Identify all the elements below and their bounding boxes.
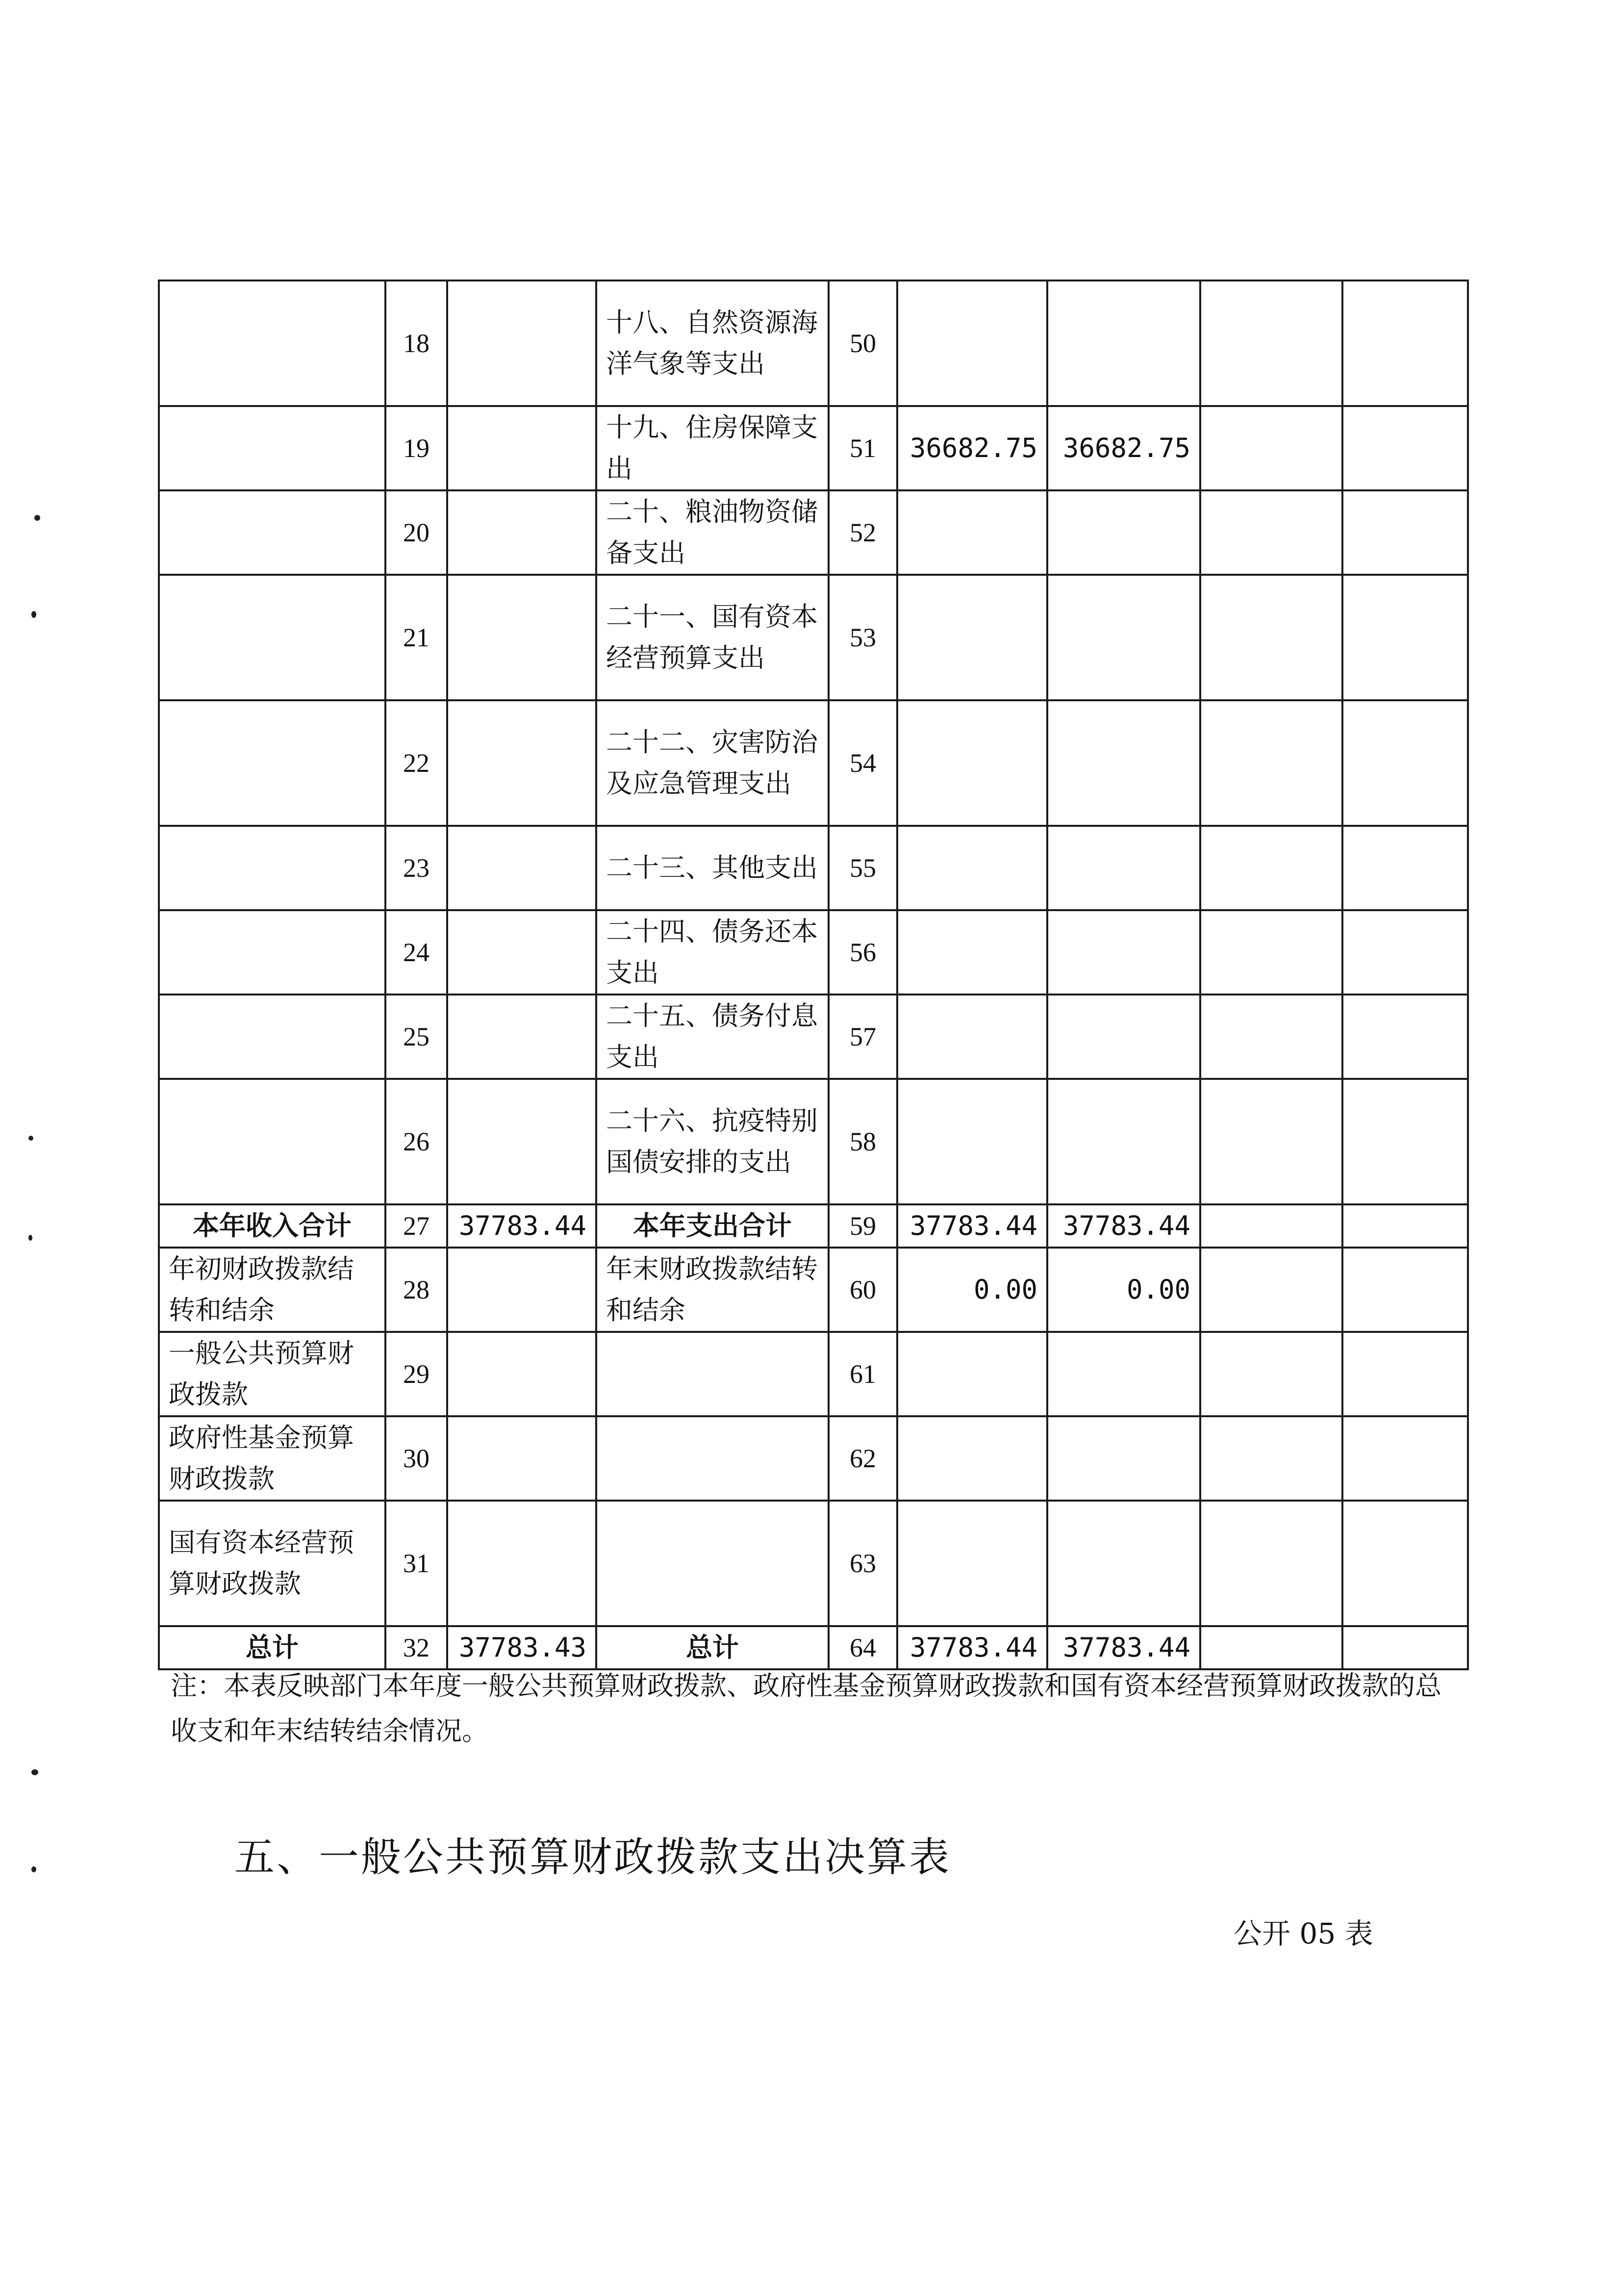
expense-total-amount xyxy=(897,700,1047,826)
expense-total-amount xyxy=(897,910,1047,995)
expense-subtotal-label: 本年支出合计 xyxy=(596,1204,829,1248)
general-budget-amount: 37783.44 xyxy=(1047,1204,1200,1248)
state-capital-amount xyxy=(1342,281,1468,406)
income-item-cell xyxy=(159,700,385,826)
income-amount xyxy=(447,1416,596,1501)
income-amount xyxy=(447,406,596,490)
general-budget-amount xyxy=(1047,1416,1200,1501)
general-budget-amount xyxy=(1047,575,1200,700)
state-capital-amount xyxy=(1342,1204,1468,1248)
government-fund-amount xyxy=(1200,575,1342,700)
expense-item-cell: 二十六、抗疫特别国债安排的支出 xyxy=(596,1079,829,1204)
table-row xyxy=(159,281,1468,406)
expense-line-number: 53 xyxy=(829,575,897,700)
expense-item-cell: 二十三、其他支出 xyxy=(596,826,829,910)
income-item-cell xyxy=(159,826,385,910)
expense-line-number: 55 xyxy=(829,826,897,910)
expense-line-number: 52 xyxy=(829,490,897,575)
income-amount xyxy=(447,1332,596,1416)
expense-line-number: 63 xyxy=(829,1501,897,1626)
table-row xyxy=(159,1332,1468,1416)
general-budget-amount xyxy=(1047,910,1200,995)
state-capital-amount xyxy=(1342,700,1468,826)
income-item-cell xyxy=(159,995,385,1079)
expense-total-amount: 37783.44 xyxy=(897,1204,1047,1248)
government-fund-amount xyxy=(1200,1626,1342,1669)
government-fund-amount xyxy=(1200,995,1342,1079)
state-capital-amount xyxy=(1342,826,1468,910)
general-budget-amount: 36682.75 xyxy=(1047,406,1200,490)
expense-line-number: 64 xyxy=(829,1626,897,1669)
income-amount xyxy=(447,910,596,995)
government-fund-amount xyxy=(1200,1332,1342,1416)
expense-total-amount xyxy=(897,490,1047,575)
income-item-cell: 政府性基金预算财政拨款 xyxy=(159,1416,385,1501)
government-fund-amount xyxy=(1200,1416,1342,1501)
table-row xyxy=(159,1416,1468,1501)
government-fund-amount xyxy=(1200,1079,1342,1204)
general-budget-amount xyxy=(1047,1079,1200,1204)
expense-total-amount xyxy=(897,281,1047,406)
general-budget-amount xyxy=(1047,281,1200,406)
state-capital-amount xyxy=(1342,1079,1468,1204)
income-item-cell xyxy=(159,406,385,490)
expense-item-cell: 二十五、债务付息支出 xyxy=(596,995,829,1079)
income-line-number: 22 xyxy=(385,700,447,826)
government-fund-amount xyxy=(1200,406,1342,490)
table-row xyxy=(159,1079,1468,1204)
table-note: 注：本表反映部门本年度一般公共预算财政拨款、政府性基金预算财政拨款和国有资本经营预算财政拨款的总收支和年末结转结余情况。 xyxy=(171,1670,1441,1746)
income-line-number: 31 xyxy=(385,1501,447,1626)
table-row xyxy=(159,910,1468,995)
expense-line-number: 59 xyxy=(829,1204,897,1248)
income-line-number: 21 xyxy=(385,575,447,700)
fiscal-appropriation-summary-table xyxy=(158,280,1469,1670)
income-line-number: 29 xyxy=(385,1332,447,1416)
government-fund-amount xyxy=(1200,1501,1342,1626)
income-item-cell xyxy=(159,281,385,406)
income-line-number: 24 xyxy=(385,910,447,995)
expense-total-amount: 37783.44 xyxy=(897,1626,1047,1669)
income-line-number: 25 xyxy=(385,995,447,1079)
expense-line-number: 62 xyxy=(829,1416,897,1501)
income-amount xyxy=(447,1501,596,1626)
general-budget-amount: 0.00 xyxy=(1047,1248,1200,1332)
income-line-number: 32 xyxy=(385,1626,447,1669)
income-item-cell xyxy=(159,910,385,995)
table-row xyxy=(159,826,1468,910)
grand-total-row xyxy=(159,1626,1468,1669)
income-amount xyxy=(447,1248,596,1332)
income-item-cell: 一般公共预算财政拨款 xyxy=(159,1332,385,1416)
scan-mark xyxy=(31,1769,38,1775)
government-fund-amount xyxy=(1200,490,1342,575)
expense-item-cell xyxy=(596,1416,829,1501)
expense-total-amount xyxy=(897,826,1047,910)
income-line-number: 27 xyxy=(385,1204,447,1248)
expense-line-number: 58 xyxy=(829,1079,897,1204)
expense-grand-total-label: 总计 xyxy=(596,1626,829,1669)
state-capital-amount xyxy=(1342,1332,1468,1416)
table-row xyxy=(159,1501,1468,1626)
expense-total-amount xyxy=(897,995,1047,1079)
state-capital-amount xyxy=(1342,995,1468,1079)
expense-line-number: 57 xyxy=(829,995,897,1079)
expense-item-cell xyxy=(596,1332,829,1416)
scan-mark xyxy=(31,611,36,618)
state-capital-amount xyxy=(1342,1501,1468,1626)
scan-mark xyxy=(28,1136,33,1141)
state-capital-amount xyxy=(1342,490,1468,575)
income-item-cell xyxy=(159,575,385,700)
expense-total-amount xyxy=(897,1416,1047,1501)
general-budget-amount: 37783.44 xyxy=(1047,1626,1200,1669)
income-item-cell: 年初财政拨款结转和结余 xyxy=(159,1248,385,1332)
subtotal-row xyxy=(159,1204,1468,1248)
income-line-number: 23 xyxy=(385,826,447,910)
income-line-number: 20 xyxy=(385,490,447,575)
income-line-number: 26 xyxy=(385,1079,447,1204)
income-item-cell xyxy=(159,1079,385,1204)
table-row xyxy=(159,1248,1468,1332)
expense-total-amount xyxy=(897,1079,1047,1204)
expense-line-number: 61 xyxy=(829,1332,897,1416)
scan-mark xyxy=(31,1866,36,1872)
government-fund-amount xyxy=(1200,281,1342,406)
income-subtotal-label: 本年收入合计 xyxy=(159,1204,385,1248)
income-amount xyxy=(447,575,596,700)
expense-total-amount: 36682.75 xyxy=(897,406,1047,490)
scan-mark xyxy=(28,1235,32,1241)
table-row xyxy=(159,490,1468,575)
expense-line-number: 60 xyxy=(829,1248,897,1332)
table-row xyxy=(159,575,1468,700)
expense-item-cell: 十八、自然资源海洋气象等支出 xyxy=(596,281,829,406)
expense-item-cell: 二十二、灾害防治及应急管理支出 xyxy=(596,700,829,826)
state-capital-amount xyxy=(1342,1626,1468,1669)
income-grand-total-label: 总计 xyxy=(159,1626,385,1669)
general-budget-amount xyxy=(1047,826,1200,910)
expense-line-number: 56 xyxy=(829,910,897,995)
state-capital-amount xyxy=(1342,575,1468,700)
expense-item-cell: 二十、粮油物资储备支出 xyxy=(596,490,829,575)
expense-total-amount xyxy=(897,575,1047,700)
income-line-number: 19 xyxy=(385,406,447,490)
state-capital-amount xyxy=(1342,1248,1468,1332)
government-fund-amount xyxy=(1200,910,1342,995)
income-line-number: 30 xyxy=(385,1416,447,1501)
expense-item-cell: 年末财政拨款结转和结余 xyxy=(596,1248,829,1332)
expense-total-amount xyxy=(897,1501,1047,1626)
expense-line-number: 51 xyxy=(829,406,897,490)
table-row xyxy=(159,995,1468,1079)
expense-line-number: 54 xyxy=(829,700,897,826)
income-amount xyxy=(447,995,596,1079)
state-capital-amount xyxy=(1342,406,1468,490)
government-fund-amount xyxy=(1200,826,1342,910)
government-fund-amount xyxy=(1200,1248,1342,1332)
table-row xyxy=(159,406,1468,490)
income-amount xyxy=(447,700,596,826)
general-budget-amount xyxy=(1047,700,1200,826)
income-line-number: 18 xyxy=(385,281,447,406)
expense-line-number: 50 xyxy=(829,281,897,406)
expense-item-cell: 二十一、国有资本经营预算支出 xyxy=(596,575,829,700)
government-fund-amount xyxy=(1200,700,1342,826)
expense-item-cell xyxy=(596,1501,829,1626)
general-budget-amount xyxy=(1047,1501,1200,1626)
government-fund-amount xyxy=(1200,1204,1342,1248)
expense-item-cell: 十九、住房保障支出 xyxy=(596,406,829,490)
income-item-cell: 国有资本经营预算财政拨款 xyxy=(159,1501,385,1626)
income-amount xyxy=(447,826,596,910)
table-row xyxy=(159,700,1468,826)
state-capital-amount xyxy=(1342,1416,1468,1501)
income-amount xyxy=(447,490,596,575)
section-title: 五、一般公共预算财政拨款支出决算表 xyxy=(234,1834,952,1881)
general-budget-amount xyxy=(1047,995,1200,1079)
expense-total-amount: 0.00 xyxy=(897,1248,1047,1332)
income-line-number: 28 xyxy=(385,1248,447,1332)
income-amount: 37783.44 xyxy=(447,1204,596,1248)
table-code: 公开 05 表 xyxy=(1234,1917,1373,1950)
general-budget-amount xyxy=(1047,490,1200,575)
state-capital-amount xyxy=(1342,910,1468,995)
scan-mark xyxy=(34,515,40,521)
general-budget-amount xyxy=(1047,1332,1200,1416)
expense-total-amount xyxy=(897,1332,1047,1416)
income-item-cell xyxy=(159,490,385,575)
income-amount xyxy=(447,281,596,406)
income-amount xyxy=(447,1079,596,1204)
income-amount: 37783.43 xyxy=(447,1626,596,1669)
expense-item-cell: 二十四、债务还本支出 xyxy=(596,910,829,995)
